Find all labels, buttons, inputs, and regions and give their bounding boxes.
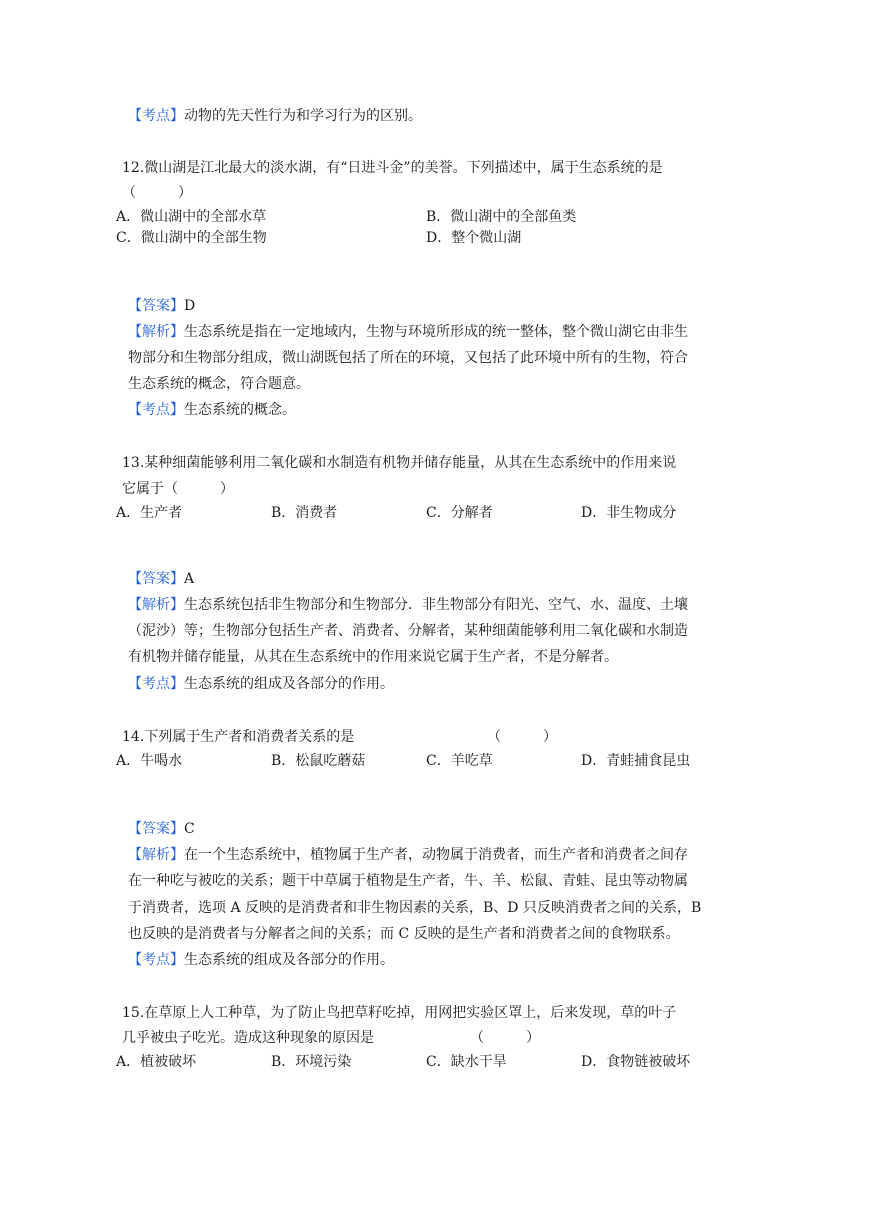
q12-answer: 【答案】D [128,298,196,314]
q15-option-c: C．缺水干旱 [426,1054,507,1070]
question-13-stem: 13.某种细菌能够利用二氧化碳和水制造有机物并储存能量，从其在生态系统中的作用来说 [122,455,677,471]
point-text: 动物的先天性行为和学习行为的区别。 [184,108,422,124]
q14-analysis-line-4: 也反映的是消费者与分解者之间的关系；而 C 反映的是生产者和消费者之间的食物联系。 [128,926,680,942]
answer-value: D [184,298,196,314]
q14-option-d: D．青蛙捕食昆虫 [581,753,691,769]
q13-answer: 【答案】A [128,571,195,587]
q12-analysis-line-2: 物部分和生物部分组成，微山湖既包括了所在的环境，又包括了此环境中所有的生物，符合 [128,350,688,366]
q12-analysis-line-1: 【解析】生态系统是指在一定地域内，生物与环境所形成的统一整体，整个微山湖它由非生 [128,324,688,340]
q14-analysis-line-2: 在一种吃与被吃的关系；题干中草属于植物是生产者，牛、羊、松鼠、青蛙、昆虫等动物属 [128,873,688,889]
q14-option-a: A．牛喝水 [116,753,183,769]
question-14-stem: 14.下列属于生产者和消费者关系的是 [122,729,355,745]
question-12-paren: （ ） [122,185,192,201]
question-12-stem: 12.微山湖是江北最大的淡水湖，有“日进斗金”的美誉。下列描述中，属于生态系统的是 [122,160,663,176]
question-15-paren: （ ） [470,1030,540,1046]
q13-point: 【考点】生态系统的组成及各部分的作用。 [128,676,394,692]
q14-option-c: C．羊吃草 [426,753,493,769]
question-15-stem: 15.在草原上人工种草，为了防止鸟把草籽吃掉，用网把实验区罩上，后来发现，草的叶子 [122,1005,677,1021]
q12-option-c: C．微山湖中的全部生物 [116,230,267,246]
q15-option-d: D．食物链被破坏 [581,1054,691,1070]
q13-analysis-line-1: 【解析】生态系统包括非生物部分和生物部分．非生物部分有阳光、空气、水、温度、土壤 [128,597,688,613]
q14-point: 【考点】生态系统的组成及各部分的作用。 [128,952,394,968]
kaodian-11 [128,106,422,126]
question-14-paren: （ ） [487,729,557,745]
q15-option-b: B．环境污染 [271,1054,352,1070]
q12-option-b: B．微山湖中的全部鱼类 [426,209,577,225]
q13-option-b: B．消费者 [271,505,338,521]
point-tag: 【考点】 [128,108,184,124]
q14-option-b: B．松鼠吃蘑菇 [271,753,366,769]
q13-option-a: A．生产者 [116,505,183,521]
question-13-stem-2: 它属于（ ） [122,481,234,497]
q13-analysis-line-3: 有机物并储存能量，从其在生态系统中的作用来说它属于生产者，不是分解者。 [128,649,618,665]
q14-answer: 【答案】C [128,821,195,837]
q12-point: 【考点】生态系统的概念。 [128,402,296,418]
q13-analysis-line-2: （泥沙）等；生物部分包括生产者、消费者、分解者，某种细菌能够利用二氧化碳和水制造 [128,623,688,639]
q14-analysis-line-3: 于消费者，选项 A 反映的是消费者和非生物因素的关系，B、D 只反映消费者之间的关系，B [128,900,702,916]
q12-option-d: D．整个微山湖 [426,230,522,246]
q14-analysis-line-1: 【解析】在一个生态系统中，植物属于生产者，动物属于消费者，而生产者和消费者之间存 [128,847,688,863]
q12-option-a: A．微山湖中的全部水草 [116,209,267,225]
question-15-stem-2: 几乎被虫子吃光。造成这种现象的原因是 [122,1030,374,1046]
q15-option-a: A．植被破坏 [116,1054,197,1070]
q12-analysis-line-3: 生态系统的概念，符合题意。 [128,376,310,392]
q13-option-c: C．分解者 [426,505,493,521]
q13-option-d: D．非生物成分 [581,505,677,521]
